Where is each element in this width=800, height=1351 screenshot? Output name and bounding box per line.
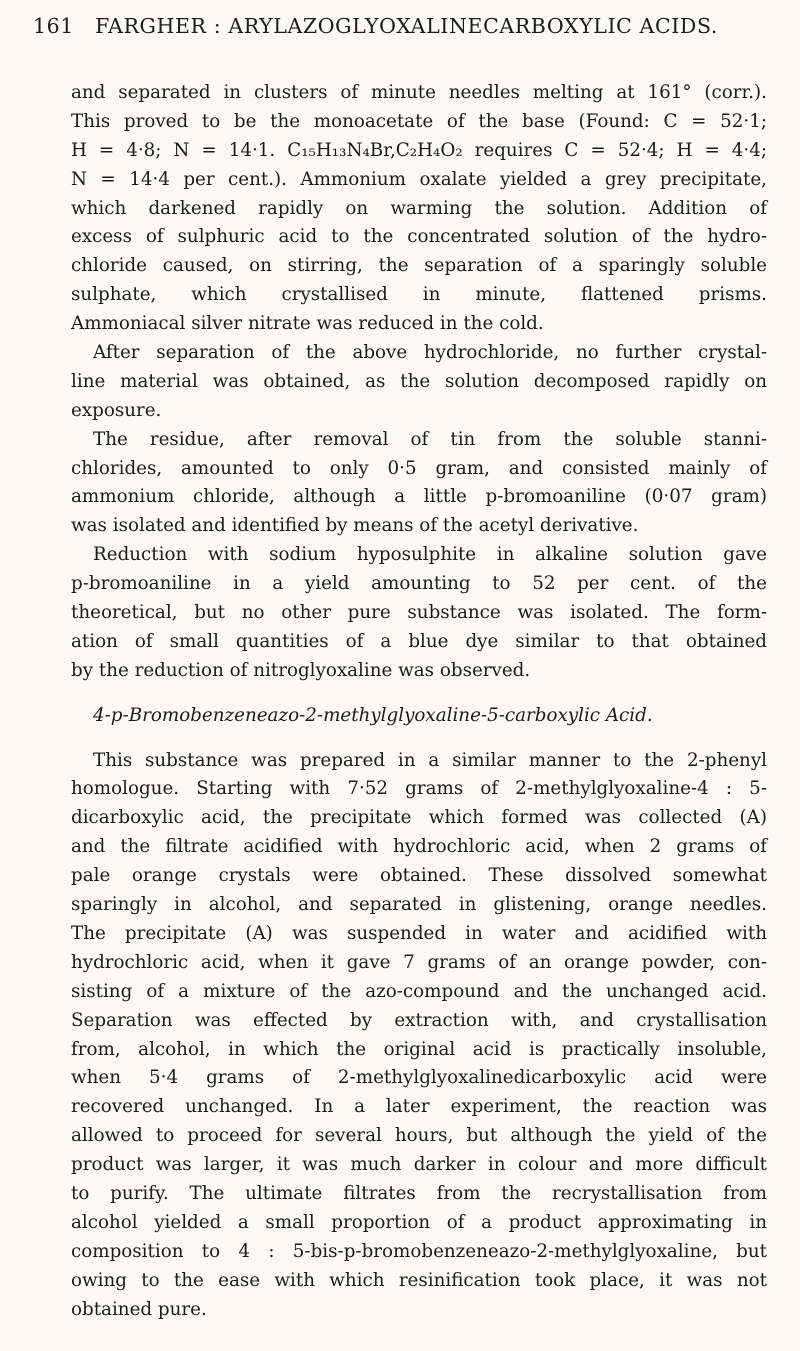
page-body xyxy=(71,79,767,1324)
text-line: p-bromoaniline in a yield amounting to 52 per cent. of the xyxy=(71,573,767,595)
text-line: dicarboxylic acid, the precipitate which formed was collected (A) xyxy=(71,807,767,829)
text-line: pale orange crystals were obtained. These dissolved somewhat xyxy=(71,865,767,887)
text-line: chlorides, amounted to only 0·5 gram, and consisted mainly of xyxy=(71,457,767,479)
paragraph xyxy=(71,541,767,685)
text-line: chloride caused, on stirring, the separation of a sparingly soluble xyxy=(71,255,767,277)
text-line: sparingly in alcohol, and separated in glistening, orange needles. xyxy=(71,894,767,916)
text-line: The precipitate (A) was suspended in water and acidified with xyxy=(71,922,767,944)
text-line: which darkened rapidly on warming the solution. Addition of xyxy=(71,197,767,219)
text-line: ation of small quantities of a blue dye similar to that obtained xyxy=(71,630,767,652)
text-line: The residue, after removal of tin from the soluble stanni- xyxy=(93,428,767,450)
text-line: and separated in clusters of minute needles melting at 161° (corr.). xyxy=(71,82,767,103)
text-line: when 5·4 grams of 2-methylglyoxalinedicarboxylic acid were xyxy=(71,1067,767,1089)
text-line: to purify. The ultimate filtrates from the recrystallisation from xyxy=(71,1182,767,1204)
text-line: Ammoniacal silver nitrate was reduced in the cold. xyxy=(71,313,544,335)
paragraph xyxy=(71,339,767,426)
page-number: 161 xyxy=(33,14,74,38)
text-line: alcohol yielded a small proportion of a product approximating in xyxy=(71,1211,767,1233)
text-line: theoretical, but no other pure substance was isolated. The form- xyxy=(71,602,767,624)
text-line: excess of sulphuric acid to the concentrated solution of the hydro- xyxy=(71,226,767,248)
text-line: line material was obtained, as the solution decomposed rapidly on xyxy=(71,370,767,392)
text-line: H = 4·8; N = 14·1. C₁₅H₁₃N₄Br,C₂H₄O₂ requires C = 52·4; H = 4·4; xyxy=(71,139,767,161)
text-line: owing to the ease with which resinification took place, it was not xyxy=(71,1269,767,1291)
text-line: recovered unchanged. In a later experiment, the reaction was xyxy=(71,1096,767,1118)
running-title: FARGHER : ARYLAZOGLYOXALINECARBOXYLIC ACIDS. xyxy=(95,14,718,38)
paragraph xyxy=(71,79,767,339)
text-line: After separation of the above hydrochloride, no further crystal- xyxy=(93,342,767,364)
text-line: by the reduction of nitroglyoxaline was observed. xyxy=(71,659,531,681)
text-line: This substance was prepared in a similar manner to the 2-phenyl xyxy=(93,749,767,771)
text-line: from, alcohol, in which the original acid is practically insoluble, xyxy=(71,1038,767,1060)
text-line: was isolated and identified by means of the acetyl derivative. xyxy=(71,515,639,537)
text-line: Separation was effected by extraction with, and crystallisation xyxy=(71,1009,767,1031)
text-line: N = 14·4 per cent.). Ammonium oxalate yielded a grey precipitate, xyxy=(71,168,767,190)
text-line: allowed to proceed for several hours, but although the yield of the xyxy=(71,1125,767,1147)
running-header xyxy=(33,14,773,38)
paragraph xyxy=(71,747,767,1325)
text-line: Reduction with sodium hyposulphite in alkaline solution gave xyxy=(93,544,767,566)
text-line: This proved to be the monoacetate of the base (Found: C = 52·1; xyxy=(71,110,767,132)
text-line: exposure. xyxy=(71,399,162,421)
text-line: sisting of a mixture of the azo-compound and the unchanged acid. xyxy=(71,980,767,1002)
text-line: and the filtrate acidified with hydrochloric acid, when 2 grams of xyxy=(71,836,767,858)
text-line: homologue. Starting with 7·52 grams of 2-methylglyoxaline-4 : 5- xyxy=(71,778,767,800)
section-heading: 4-p-Bromobenzeneazo-2-methylglyoxaline-5-carboxylic Acid. xyxy=(93,704,653,726)
text-line: product was larger, it was much darker in colour and more difficult xyxy=(71,1154,767,1176)
text-line: composition to 4 : 5-bis-p-bromobenzeneazo-2-methylglyoxaline, but xyxy=(71,1240,767,1262)
text-line: sulphate, which crystallised in minute, flattened prisms. xyxy=(71,284,767,306)
text-line: ammonium chloride, although a little p-bromoaniline (0·07 gram) xyxy=(71,486,767,508)
text-line: hydrochloric acid, when it gave 7 grams of an orange powder, con- xyxy=(71,951,767,973)
text-line: obtained pure. xyxy=(71,1298,207,1320)
paragraph xyxy=(71,426,767,542)
